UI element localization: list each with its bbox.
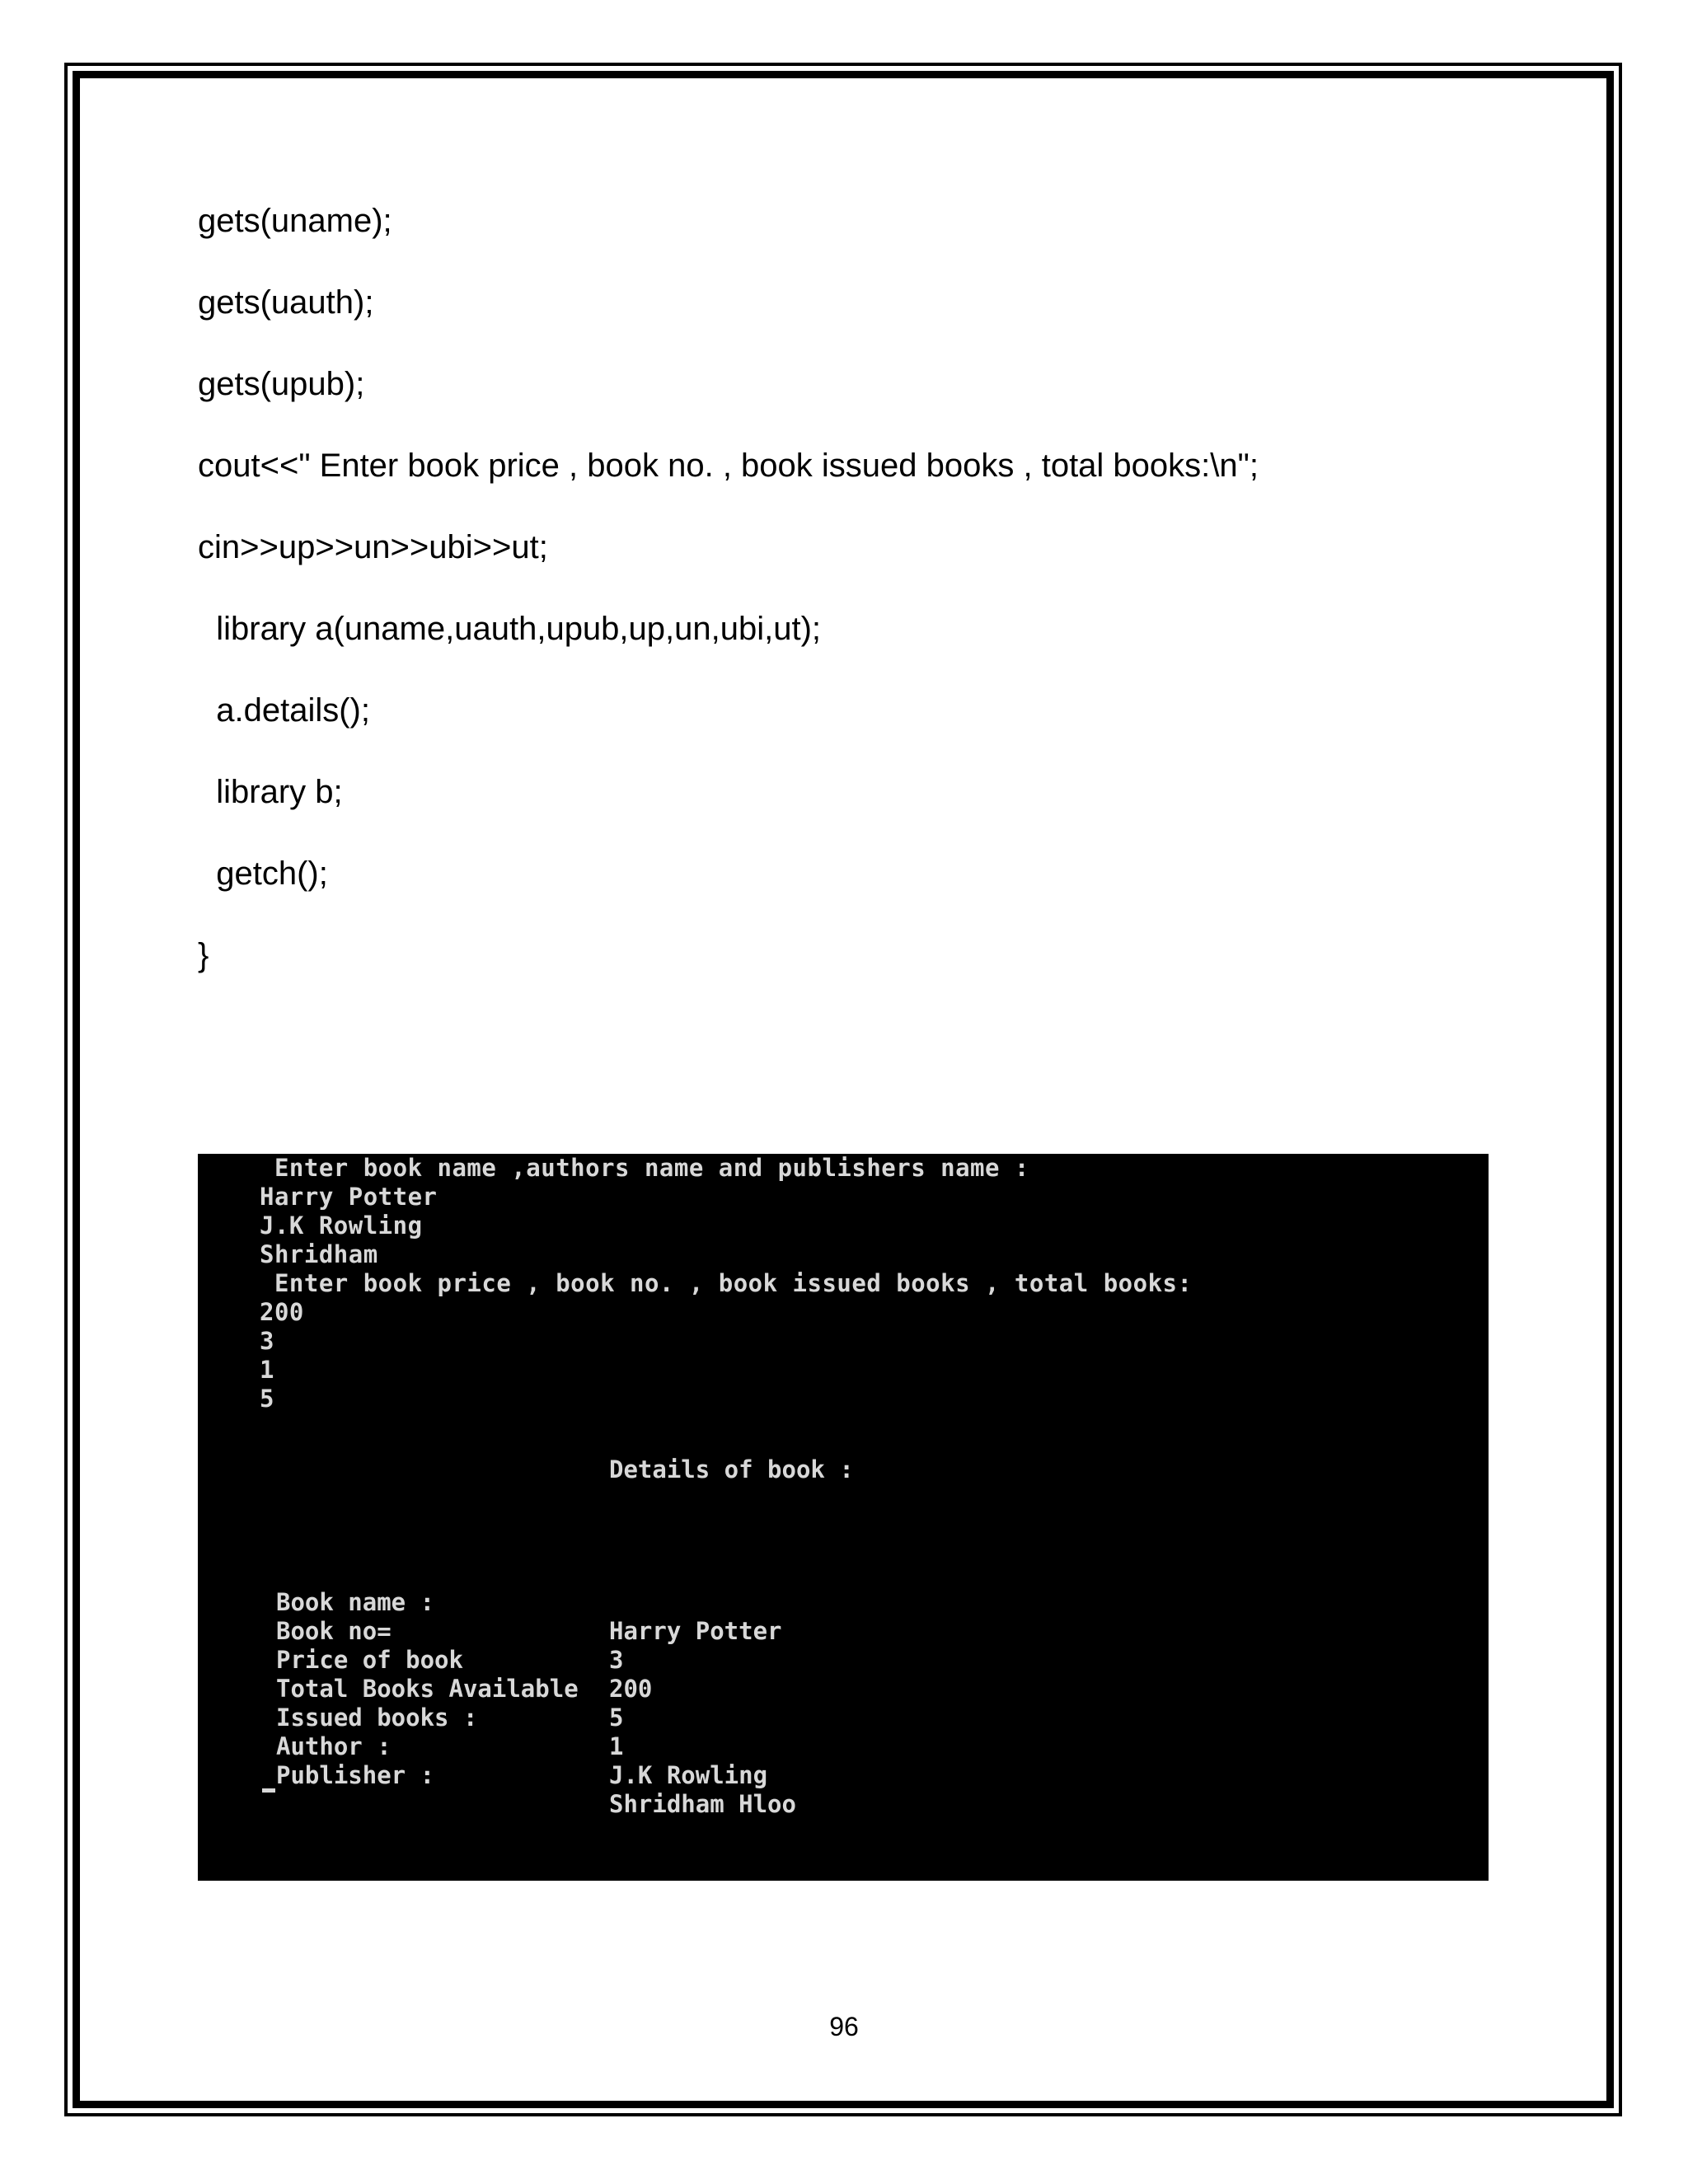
details-heading: Details of book : xyxy=(609,1455,854,1483)
code-line: cout<<" Enter book price , book no. , book issued books , total books:\n"; xyxy=(198,448,1259,484)
code-line: gets(uname); xyxy=(198,203,392,239)
terminal-cursor xyxy=(262,1788,275,1793)
detail-label: Book name : xyxy=(276,1588,435,1616)
terminal-input-lines xyxy=(260,1154,1192,1413)
code-line: getch(); xyxy=(198,855,328,892)
terminal-line: 3 xyxy=(260,1327,274,1355)
detail-value: 1 xyxy=(609,1732,624,1760)
terminal-line: Enter book name ,authors name and publishers name : xyxy=(260,1154,1029,1182)
code-line: a.details(); xyxy=(198,692,370,729)
terminal-line: 200 xyxy=(260,1298,304,1326)
page-number: 96 xyxy=(829,2012,859,2041)
detail-value: Shridham Hloo xyxy=(609,1790,796,1818)
detail-label: Book no= xyxy=(276,1617,392,1645)
code-line: gets(uauth); xyxy=(198,284,374,321)
code-line: cin>>up>>un>>ubi>>ut; xyxy=(198,529,548,565)
terminal-line: 5 xyxy=(260,1385,274,1413)
terminal-line: Shridham xyxy=(260,1240,378,1268)
terminal-output-screenshot xyxy=(198,1154,1489,1881)
detail-label: Price of book xyxy=(276,1646,463,1674)
book-details-table xyxy=(276,1559,1100,1818)
terminal-line: 1 xyxy=(260,1356,274,1384)
code-line: library b; xyxy=(198,774,343,810)
detail-value: 200 xyxy=(609,1675,653,1703)
detail-label: Issued books : xyxy=(276,1704,478,1732)
terminal-line: Harry Potter xyxy=(260,1183,438,1211)
detail-value: 3 xyxy=(609,1646,624,1674)
terminal-line: Enter book price , book no. , book issued books , total books: xyxy=(260,1269,1193,1297)
detail-label: Publisher : xyxy=(276,1761,435,1789)
detail-value: J.K Rowling xyxy=(609,1761,768,1789)
code-line: gets(upub); xyxy=(198,366,365,402)
code-listing xyxy=(198,196,1259,1012)
terminal-line: J.K Rowling xyxy=(260,1212,423,1240)
code-line: } xyxy=(198,937,209,973)
detail-value: 5 xyxy=(609,1704,624,1732)
code-line: library a(uname,uauth,upub,up,un,ubi,ut); xyxy=(198,611,822,647)
detail-value: Harry Potter xyxy=(609,1617,782,1645)
detail-label: Author : xyxy=(276,1732,392,1760)
detail-label: Total Books Available xyxy=(276,1675,579,1703)
